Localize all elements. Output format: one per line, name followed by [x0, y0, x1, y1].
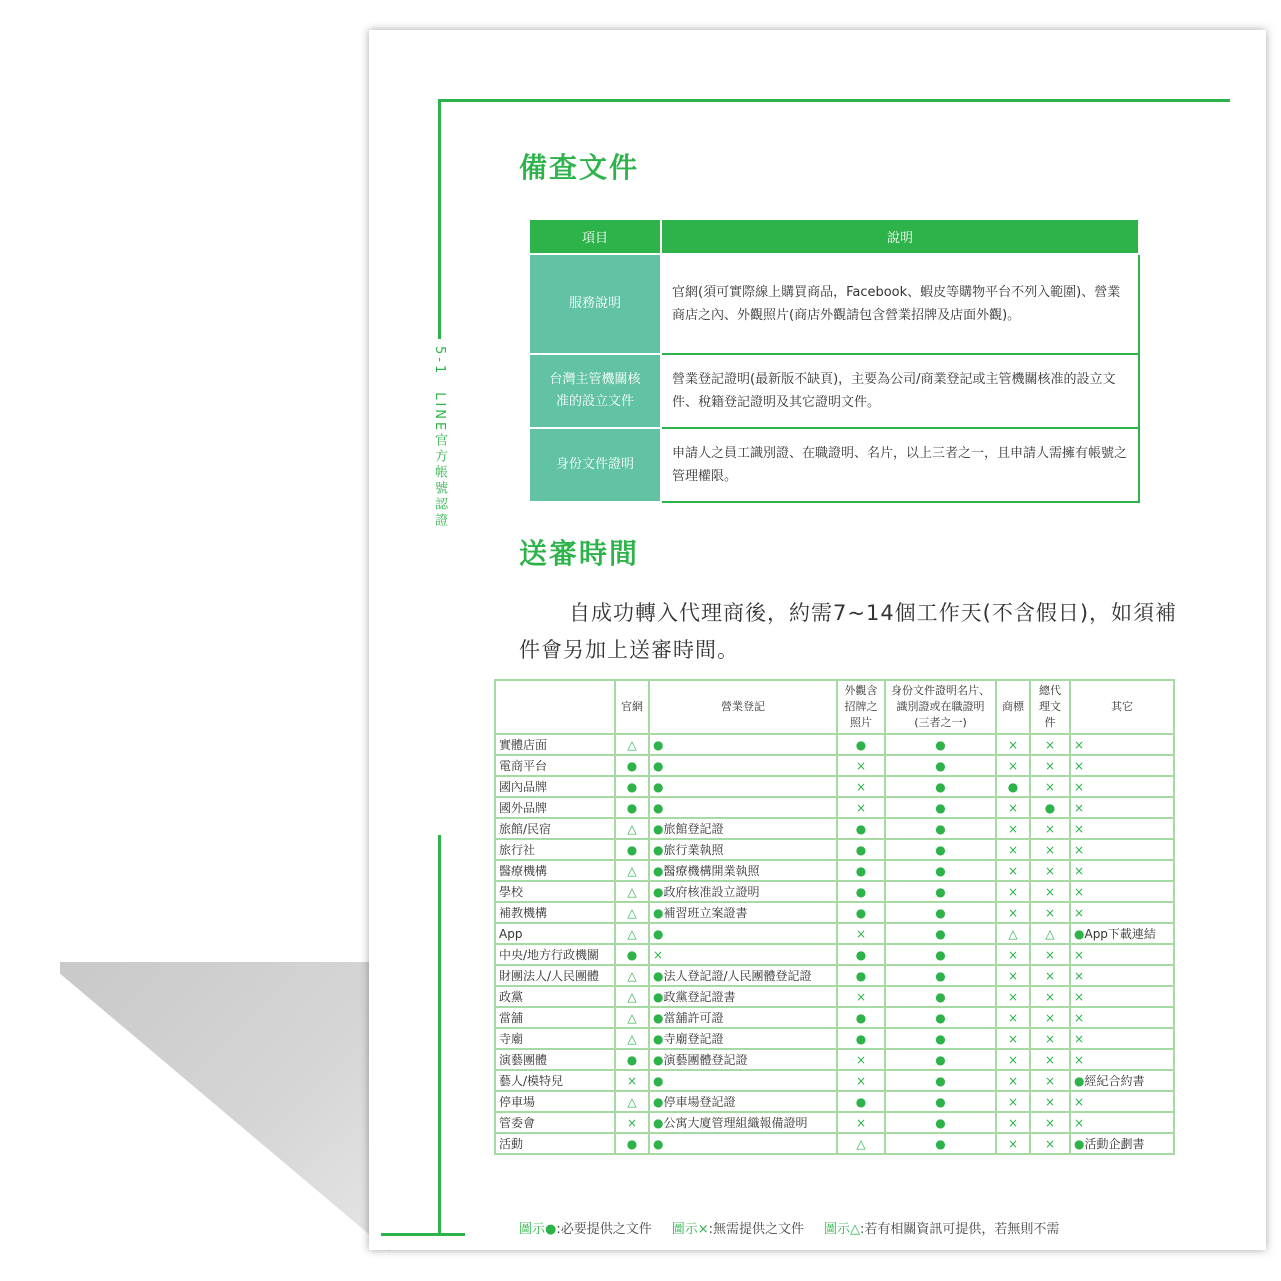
table-row — [495, 1133, 1174, 1154]
req-cell: ● — [885, 860, 996, 881]
req-cell: × — [996, 818, 1030, 839]
req-cell: ●公寓大廈管理組織報備證明 — [649, 1112, 837, 1133]
req-cell: ● — [649, 797, 837, 818]
req-cell: × — [649, 944, 837, 965]
req-cell: × — [996, 881, 1030, 902]
req-cell: ● — [615, 755, 649, 776]
req-cell: × — [1070, 818, 1174, 839]
req-cell: △ — [615, 881, 649, 902]
req-cell: ● — [885, 839, 996, 860]
req-cell: ● — [885, 776, 996, 797]
table-row — [495, 797, 1174, 818]
table-row — [495, 944, 1174, 965]
req-row-label: 電商平台 — [495, 755, 615, 776]
page-shadow — [60, 962, 390, 1252]
req-cell: ●醫療機構開業執照 — [649, 860, 837, 881]
req-cell: △ — [615, 986, 649, 1007]
legend — [519, 1218, 1239, 1237]
req-cell: ● — [885, 902, 996, 923]
req-cell: ● — [837, 1028, 885, 1049]
req-cell: ● — [837, 818, 885, 839]
left-rule-bottom — [438, 835, 441, 1235]
req-cell: ● — [885, 797, 996, 818]
req-cell: ● — [837, 881, 885, 902]
req-row-label: 財團法人/人民團體 — [495, 965, 615, 986]
req-cell: ● — [837, 1091, 885, 1112]
req-cell: ● — [885, 734, 996, 755]
req-cell: × — [1030, 818, 1070, 839]
docs-section-title: 備查文件 — [519, 151, 640, 184]
req-cell: ● — [885, 881, 996, 902]
req-cell: ● — [885, 1112, 996, 1133]
req-cell: × — [1070, 986, 1174, 1007]
legend-x-prefix: 圖示× — [671, 1222, 709, 1237]
table-row — [495, 1070, 1174, 1091]
req-cell: × — [996, 1049, 1030, 1070]
req-cell: × — [1030, 1070, 1070, 1091]
req-header-cell: 身份文件證明名片、識別證或在職證明(三者之一) — [885, 680, 996, 734]
req-row-label: 旅館/民宿 — [495, 818, 615, 839]
table-row — [495, 734, 1174, 755]
req-cell: ●法人登記證/人民團體登記證 — [649, 965, 837, 986]
req-cell: × — [1070, 1049, 1174, 1070]
req-cell: ● — [615, 776, 649, 797]
req-cell: ● — [615, 944, 649, 965]
req-cell: ●寺廟登記證 — [649, 1028, 837, 1049]
req-cell: × — [1030, 1112, 1070, 1133]
req-cell: × — [615, 1070, 649, 1091]
req-cell: × — [1030, 734, 1070, 755]
req-cell: ● — [649, 734, 837, 755]
req-cell: × — [1070, 755, 1174, 776]
req-cell: ● — [649, 1070, 837, 1091]
req-row-label: 國外品牌 — [495, 797, 615, 818]
table-row — [495, 1007, 1174, 1028]
req-cell: × — [837, 1112, 885, 1133]
req-cell: ● — [885, 755, 996, 776]
req-cell: × — [1070, 1028, 1174, 1049]
req-cell: ● — [996, 776, 1030, 797]
req-cell: △ — [615, 860, 649, 881]
req-cell: ● — [649, 776, 837, 797]
req-cell: × — [837, 1070, 885, 1091]
req-cell: ● — [615, 1049, 649, 1070]
req-row-label: 中央/地方行政機關 — [495, 944, 615, 965]
req-cell: × — [1030, 755, 1070, 776]
req-cell: △ — [615, 734, 649, 755]
req-cell: ● — [615, 1133, 649, 1154]
req-cell: × — [1030, 1133, 1070, 1154]
req-cell: △ — [837, 1133, 885, 1154]
req-cell: ● — [837, 944, 885, 965]
document-page — [369, 30, 1266, 1250]
req-cell: × — [996, 1112, 1030, 1133]
documents-table — [528, 218, 1140, 503]
req-cell: ● — [885, 1007, 996, 1028]
req-cell: × — [1070, 734, 1174, 755]
req-cell: ●停車場登記證 — [649, 1091, 837, 1112]
req-cell: × — [996, 1133, 1030, 1154]
req-cell: × — [996, 902, 1030, 923]
doc-label — [529, 354, 661, 428]
req-cell: ●App下載連結 — [1070, 923, 1174, 944]
req-cell: ●旅行業執照 — [649, 839, 837, 860]
bottom-rule — [381, 1233, 465, 1236]
req-cell: ●經紀合約書 — [1070, 1070, 1174, 1091]
req-cell: × — [996, 839, 1030, 860]
req-cell: × — [996, 797, 1030, 818]
req-cell: ● — [885, 986, 996, 1007]
req-cell: ● — [837, 1007, 885, 1028]
req-cell: △ — [615, 1091, 649, 1112]
table-row — [495, 755, 1174, 776]
table-row — [529, 428, 1139, 502]
req-cell: × — [1030, 1007, 1070, 1028]
req-cell: △ — [1030, 923, 1070, 944]
req-row-label: 活動 — [495, 1133, 615, 1154]
req-cell: △ — [996, 923, 1030, 944]
table-row — [495, 839, 1174, 860]
req-cell: ● — [837, 860, 885, 881]
req-cell: × — [1030, 1049, 1070, 1070]
req-row-label: 學校 — [495, 881, 615, 902]
table-row — [495, 1049, 1174, 1070]
req-cell: × — [1070, 860, 1174, 881]
req-cell: ● — [649, 1133, 837, 1154]
req-cell: × — [1070, 1112, 1174, 1133]
req-cell: ●政府核准設立證明 — [649, 881, 837, 902]
req-cell: × — [996, 755, 1030, 776]
req-cell: × — [996, 1028, 1030, 1049]
req-cell: ● — [885, 1133, 996, 1154]
req-cell: × — [1030, 839, 1070, 860]
table-row — [495, 776, 1174, 797]
req-cell: × — [615, 1112, 649, 1133]
legend-x-text: :無需提供之文件 — [708, 1222, 805, 1237]
legend-dot-prefix: 圖示● — [519, 1222, 557, 1237]
req-cell: ● — [1030, 797, 1070, 818]
req-cell: × — [837, 755, 885, 776]
doc-label: 服務說明 — [529, 254, 661, 354]
req-cell: × — [837, 923, 885, 944]
time-section-title: 送審時間 — [519, 537, 640, 570]
req-cell: ● — [837, 965, 885, 986]
table-row — [495, 923, 1174, 944]
req-cell: ●活動企劃書 — [1070, 1133, 1174, 1154]
req-header-cell: 官網 — [615, 680, 649, 734]
req-cell: ● — [885, 1070, 996, 1091]
req-cell: ● — [615, 839, 649, 860]
req-cell: △ — [615, 818, 649, 839]
req-row-label: 政黨 — [495, 986, 615, 1007]
req-cell: ● — [649, 923, 837, 944]
req-cell: × — [996, 965, 1030, 986]
req-cell: × — [1070, 881, 1174, 902]
req-cell: ● — [885, 923, 996, 944]
doc-header-desc: 說明 — [661, 219, 1139, 254]
req-cell: △ — [615, 923, 649, 944]
req-row-label: 當舖 — [495, 1007, 615, 1028]
req-header-cell: 營業登記 — [649, 680, 837, 734]
req-cell: × — [1030, 944, 1070, 965]
req-cell: △ — [615, 965, 649, 986]
review-time-paragraph: 自成功轉入代理商後，約需7~14個工作天(不含假日)，如須補件會另加上送審時間。 — [519, 601, 1178, 662]
doc-desc: 官網(須可實際線上購買商品，Facebook、蝦皮等購物平台不列入範圍)、營業商店之內、外觀照片(商店外觀請包含營業招牌及店面外觀)。 — [661, 254, 1139, 354]
top-rule — [438, 99, 1230, 102]
requirements-table — [494, 679, 1175, 1155]
req-cell: ● — [837, 734, 885, 755]
req-cell: △ — [615, 1028, 649, 1049]
req-cell: × — [1070, 965, 1174, 986]
req-row-label: 醫療機構 — [495, 860, 615, 881]
table-row — [495, 1028, 1174, 1049]
req-cell: × — [996, 860, 1030, 881]
left-rule-top — [438, 99, 441, 339]
req-cell: × — [837, 986, 885, 1007]
table-row — [495, 1112, 1174, 1133]
req-cell: × — [1030, 902, 1070, 923]
req-cell: ● — [837, 902, 885, 923]
req-cell: × — [1070, 1007, 1174, 1028]
req-cell: ● — [649, 755, 837, 776]
req-header-cell: 其它 — [1070, 680, 1174, 734]
req-cell: ● — [837, 839, 885, 860]
req-cell: × — [1030, 965, 1070, 986]
req-row-label: 停車場 — [495, 1091, 615, 1112]
chapter-side-label: 5-1 LINE官方帳號認證 — [432, 346, 447, 530]
req-cell: △ — [615, 902, 649, 923]
table-row — [495, 1091, 1174, 1112]
req-cell: ● — [885, 944, 996, 965]
req-cell: ● — [615, 797, 649, 818]
requirements-header-row — [495, 680, 1174, 734]
req-cell: × — [996, 986, 1030, 1007]
legend-dot-text: :必要提供之文件 — [556, 1222, 652, 1237]
legend-tri-text: :若有相關資訊可提供，若無則不需 — [860, 1222, 1060, 1237]
doc-label-text: 台灣主管機關核准的設立文件 — [549, 372, 641, 409]
req-cell: × — [1070, 839, 1174, 860]
table-row — [529, 354, 1139, 428]
req-row-label: App — [495, 923, 615, 944]
req-cell: △ — [615, 1007, 649, 1028]
req-cell: ● — [885, 1091, 996, 1112]
req-cell: ●政黨登記證書 — [649, 986, 837, 1007]
req-cell: × — [996, 1007, 1030, 1028]
req-cell: × — [996, 1091, 1030, 1112]
req-cell: × — [1070, 776, 1174, 797]
req-cell: ●補習班立案證書 — [649, 902, 837, 923]
req-cell: ●當舖許可證 — [649, 1007, 837, 1028]
req-cell: × — [1070, 902, 1174, 923]
req-cell: × — [996, 1070, 1030, 1091]
req-cell: × — [1070, 1091, 1174, 1112]
legend-tri-prefix: 圖示△ — [824, 1222, 861, 1237]
table-row — [495, 881, 1174, 902]
table-row — [529, 254, 1139, 354]
req-cell: × — [996, 734, 1030, 755]
doc-label: 身份文件證明 — [529, 428, 661, 502]
req-cell: × — [1030, 1091, 1070, 1112]
req-cell: ● — [885, 818, 996, 839]
req-header-cell: 商標 — [996, 680, 1030, 734]
req-cell: ● — [885, 1028, 996, 1049]
doc-desc: 營業登記證明(最新版不缺頁)，主要為公司/商業登記或主管機關核准的設立文件、稅籍登記證明及其它證明文件。 — [661, 354, 1139, 428]
req-row-label: 實體店面 — [495, 734, 615, 755]
req-row-label: 國內品牌 — [495, 776, 615, 797]
req-row-label: 藝人/模特兒 — [495, 1070, 615, 1091]
req-cell: ● — [885, 965, 996, 986]
req-cell: ● — [885, 1049, 996, 1070]
req-cell: × — [1070, 797, 1174, 818]
doc-header-item: 項目 — [529, 219, 661, 254]
table-row — [495, 986, 1174, 1007]
req-cell: × — [837, 797, 885, 818]
req-cell: × — [837, 776, 885, 797]
req-header-cell: 總代理文件 — [1030, 680, 1070, 734]
table-row — [495, 965, 1174, 986]
req-header-cell — [495, 680, 615, 734]
req-header-cell: 外觀含招牌之照片 — [837, 680, 885, 734]
req-cell: × — [996, 944, 1030, 965]
req-cell: × — [1030, 1028, 1070, 1049]
req-cell: × — [1030, 860, 1070, 881]
req-row-label: 寺廟 — [495, 1028, 615, 1049]
req-cell: × — [1030, 776, 1070, 797]
table-row — [495, 860, 1174, 881]
req-cell: × — [1030, 881, 1070, 902]
req-cell: × — [1070, 944, 1174, 965]
table-row — [495, 902, 1174, 923]
doc-desc: 申請人之員工識別證、在職證明、名片，以上三者之一，且申請人需擁有帳號之管理權限。 — [661, 428, 1139, 502]
req-cell: ●旅館登記證 — [649, 818, 837, 839]
req-row-label: 旅行社 — [495, 839, 615, 860]
req-row-label: 補教機構 — [495, 902, 615, 923]
req-cell: ●演藝團體登記證 — [649, 1049, 837, 1070]
req-cell: × — [1030, 986, 1070, 1007]
req-cell: × — [837, 1049, 885, 1070]
req-row-label: 演藝團體 — [495, 1049, 615, 1070]
req-row-label: 管委會 — [495, 1112, 615, 1133]
table-row — [495, 818, 1174, 839]
